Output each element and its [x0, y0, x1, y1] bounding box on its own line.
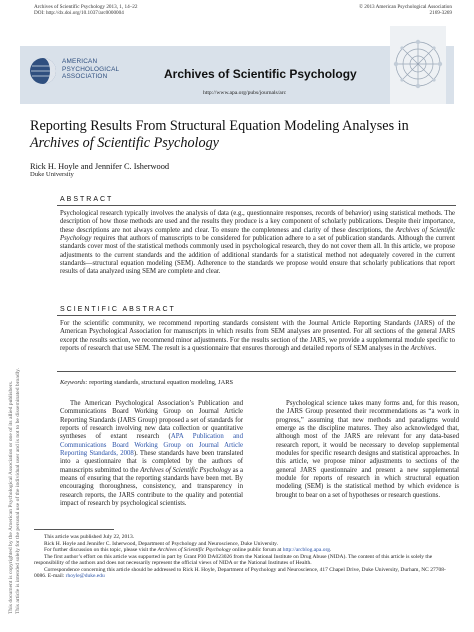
publisher-name-line-3: ASSOCIATION	[62, 73, 108, 81]
abstract-text-part-2: requires that authors of manuscripts to be considered for publication adhere to a set of publication standards. Although the current standards cover most of the statistical methods commonly used in psychological research, they do not cover them all. In this article, we propose adjustments to the current standards and the addition of additional standards for a statistical method not adequately covered in the current standards—structural equation modeling (SEM). Adherence to the standards we propose would ensure that scholarly publications that report results of data analyzed using SEM are complete and clear.	[60, 235, 455, 276]
abstract-heading: ABSTRACT	[60, 196, 114, 203]
abstract-text-part-1: Psychological research typically involves the analysis of data (e.g., questionnaire responses, records of behavior) using statistical methods. The description of how those methods are used and the results they produce is a key component of scholarly publications. Despite their importance, these descriptions are not always complete and clear. To ensure the completeness and clarity of these descriptions, the	[60, 210, 455, 234]
publisher-name	[62, 58, 119, 81]
body-left-part-2: ). These standards have been translated into a questionnaire that is completed by the authors of manuscripts submitted to the	[60, 450, 243, 474]
reference-link[interactable]: APA Publication and Communications Board Working Group on Journal Article Reporting Standards, 2008	[60, 433, 243, 458]
side-notice-line-2: This article is intended solely for the personal use of the individual user and is not to be disseminated broadly.	[15, 367, 21, 614]
keywords-rule	[57, 371, 456, 372]
scientific-abstract-italic: Archives	[410, 345, 435, 353]
citation-block	[34, 4, 137, 16]
paper-title-main: Reporting Results From Structural Equation Modeling Analyses in	[30, 118, 409, 134]
affiliation: Duke University	[30, 171, 74, 178]
body-column-right: Psychological science takes many forms and, for this reason, the JARS Group presented their recommendations as “a work in progress,” assuming that new methods and paradigms would emerge as the discipline matures. They also acknowledged that, although most of the JARS are relevant for any data-based research report, it would be necessary to develop supplemental modules for specific research designs and statistical approaches. In this article, we propose minor adjustments to sections of the general JARS questionnaire and present a new supplemental module for reports of research in which structural equation modeling (SEM) is the statistical method by which evidence is brought to bear on a set of hypotheses or research questions.	[276, 400, 459, 499]
issn-line: 2169-3269	[429, 10, 452, 16]
citation-line-1: Archives of Scientific Psychology 2013, 1, 14–22	[34, 4, 138, 10]
footnote-correspondence-text: Correspondence concerning this article should be addressed to Rick H. Hoyle, Department of Psychology and Neuroscience, 417 Chapel Drive, Duke University, Durham, NC 27708-0086. E-mail:	[34, 566, 446, 579]
body-column-left	[60, 400, 243, 508]
copyright-line-1: © 2013 American Psychological Association	[359, 4, 452, 10]
email-link[interactable]: rhoyle@duke.edu	[65, 573, 105, 579]
keywords-label: Keywords:	[60, 379, 88, 386]
scientific-abstract-heading: SCIENTIFIC ABSTRACT	[60, 306, 176, 313]
footnote-discussion-part-1: For further discussion on this topic, please visit the	[44, 547, 158, 553]
journal-cover-art-icon	[390, 26, 446, 104]
footnote-correspondence	[34, 567, 448, 580]
copyright-side-notice	[2, 140, 22, 620]
publisher-name-line-1: AMERICAN	[62, 58, 98, 65]
citation-line-2: DOI: http://dx.doi.org/10.1037/arc0000004	[34, 10, 124, 16]
side-notice-line-1: This document is copyrighted by the American Psychological Association or one of its allied publishers.	[8, 380, 14, 614]
abstract-rule	[57, 205, 456, 206]
abstract-text-italic: Archives of Scientific Psychology	[60, 226, 455, 243]
forum-link[interactable]: http://arcblog.apa.org	[282, 547, 330, 553]
keywords	[60, 379, 233, 386]
body-left-italic: Archives of Scientific Psychology	[140, 466, 231, 474]
footnote-published: This article was published July 22, 2013.	[44, 534, 135, 540]
apa-globe-logo-icon	[28, 56, 58, 86]
scientific-abstract-part-2: .	[434, 345, 437, 353]
scientific-abstract-part-1: For the scientific community, we recommend reporting standards consistent with the Journal Article Reporting Standards (JARS) of the American Psychological Association for manuscripts in which results from SEM analyses are presented. For all sections of the general JARS except the results section, we recommend minor adjustments. For the results section of the JARS, we provide a supplemental module specific to reports of research that use SEM. The result is a questionnaire that ensures thorough and detailed reports of SEM analyses in the	[60, 320, 455, 353]
footnote-discussion-part-2: online public forum at	[230, 547, 283, 553]
footnotes	[34, 534, 448, 580]
body-left-part-3: as a means of ensuring that the reporting standards have been met. By encouraging thoroughness, consistency, and transparency in research reports, the JARS contribute to the quality and potential impact of research by psychological scientists.	[60, 466, 244, 508]
paper-title	[30, 118, 450, 152]
keywords-text: reporting standards, structural equation modeling, JARS	[87, 379, 234, 386]
publisher-name-line-2: PSYCHOLOGICAL	[62, 65, 120, 73]
footnote-authors: Rick H. Hoyle and Jennifer C. Isherwood, Department of Psychology and Neuroscience, Duke University.	[44, 540, 278, 547]
paper-title-italic: Archives of Scientific Psychology	[30, 135, 219, 151]
authors: Rick H. Hoyle and Jennifer C. Isherwood	[30, 162, 170, 171]
journal-title: Archives of Scientific Psychology	[164, 67, 357, 81]
scientific-abstract-text	[60, 320, 455, 353]
scientific-abstract-rule	[57, 315, 456, 316]
journal-url[interactable]: http://www.apa.org/pubs/journals/arc	[203, 90, 287, 96]
copyright-block	[359, 4, 452, 16]
abstract-text	[60, 210, 455, 277]
footnote-discussion-italic: Archives of Scientific Psychology	[157, 547, 231, 553]
footnote-funding: The first author’s effort on this article was supported in part by Grant P30 DA023026 from the National Institute on Drug Abuse (NIDA). The content of this article is solely the responsibility of the authors and does not necessarily represent the official views of NIDA or the National Institutes of Health.	[34, 553, 433, 566]
body-left-part-1: The American Psychological Association’s Publication and Communications Board Working Group on Journal Article Reporting Standards (JARS Group) proposed a set of standards for reports of research involving new data collection or quantitative syntheses of extant research (	[60, 400, 243, 441]
footnote-discussion-end: .	[329, 547, 332, 553]
footnote-rule	[34, 529, 114, 530]
